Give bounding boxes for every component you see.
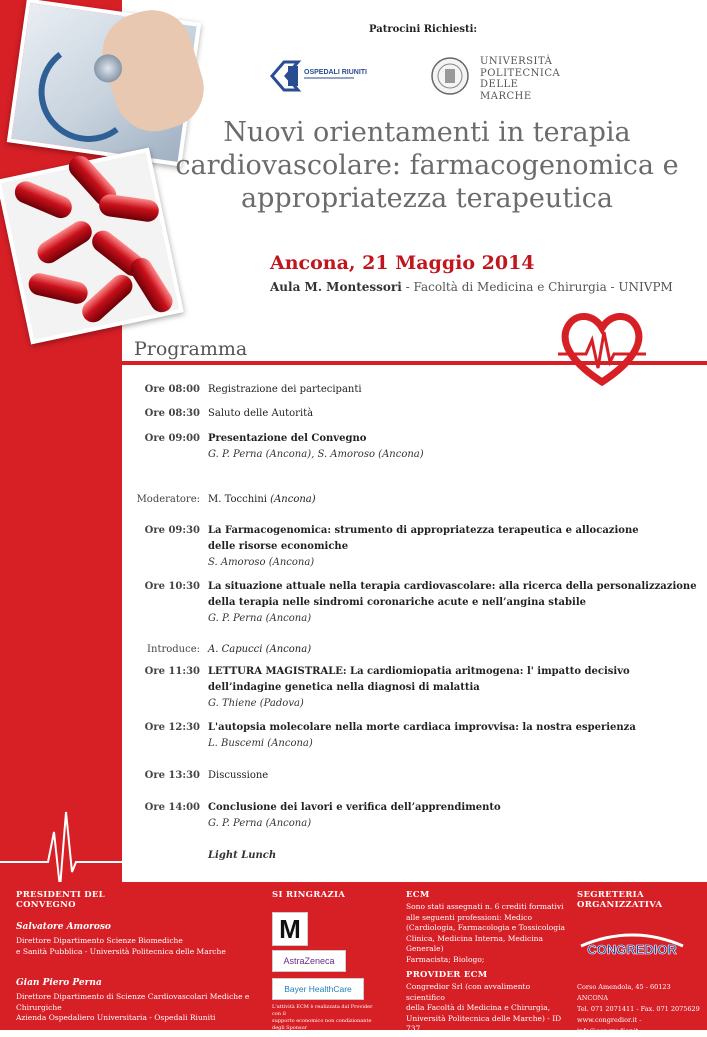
program-text: Registrazione dei partecipanti (208, 384, 362, 395)
patronage-label: Patrocini Richiesti: (369, 24, 478, 35)
sponsor-note-line-1: L'attività ECM è realizzata dal Provider con il (272, 1004, 373, 1017)
program-speaker: G. Thiene (Padova) (208, 698, 304, 709)
program-time: Ore 12:30 (144, 722, 200, 733)
program-time: Ore 08:00 (144, 384, 200, 395)
president-1-name: Salvatore Amoroso (16, 922, 111, 932)
venue-rest: - Facoltà di Medicina e Chirurgia - UNIVPM (401, 280, 673, 294)
ecg-trace-icon (0, 792, 122, 892)
secretariat-address: Corso Amendola, 45 - 60123 ANCONA (577, 983, 671, 1002)
program-divider (122, 361, 707, 365)
program-text: La Farmacogenomica: strumento di appropriatezza terapeutica e allocazione (208, 525, 639, 536)
light-lunch: Light Lunch (208, 850, 277, 861)
provider-line-2: della Facoltà di Medicina e Chirurgia, (406, 1003, 551, 1012)
program-speaker: G. P. Perna (Ancona), S. Amoroso (Ancona) (208, 449, 424, 460)
secretariat-heading (577, 890, 662, 910)
ecm-line-1: Sono stati assegnati n. 6 crediti formativi (406, 902, 564, 911)
event-date: Ancona, 21 Maggio 2014 (270, 252, 535, 274)
uni-line-3: DELLE MARCHE (480, 79, 532, 102)
program-time: Ore 09:30 (144, 525, 200, 536)
program-time: Ore 11:30 (144, 666, 200, 677)
program-role: Introduce: (147, 644, 200, 655)
moderator-city: (Ancona) (270, 494, 316, 505)
president-1-role-line-1: Direttore Dipartimento Scienze Biomediche (16, 936, 183, 945)
program-time: Ore 10:30 (144, 581, 200, 592)
sponsor-m-logo: M (272, 912, 308, 946)
program-speaker: L. Buscemi (Ancona) (208, 738, 313, 749)
president-2-role-line-1: Direttore Dipartimento di Scienze Cardiovascolari Mediche e Chirurgiche (16, 992, 250, 1012)
program-role: Moderatore: (136, 494, 200, 505)
program-time: Ore 13:30 (144, 770, 200, 781)
program-time: Ore 08:30 (144, 408, 200, 419)
venue-room: Aula M. Montessori (270, 280, 402, 294)
president-1-role-line-2: e Sanità Pubblica - Università Politecnica delle Marche (16, 946, 226, 956)
title-line-3: appropriatezza terapeutica (241, 183, 613, 214)
uni-line-2: POLITECNICA (480, 67, 561, 79)
secretariat-web[interactable]: www.congredior.it - info@congredior.it (577, 1016, 642, 1035)
presidents-heading (16, 890, 105, 910)
president-1-role (16, 936, 266, 957)
program-text: Conclusione dei lavori e verifica dell’apprendimento (208, 802, 501, 813)
program-text: Saluto delle Autorità (208, 408, 314, 419)
ecm-heading: ECM (406, 890, 430, 900)
univpm-seal-icon (430, 54, 474, 98)
provider-line-1: Congredior Srl (con avvalimento scientifico (406, 982, 531, 1002)
president-2-role (16, 992, 276, 1024)
uni-line-1: UNIVERSITÀ (480, 56, 553, 67)
provider-line-3: Università Politecnica delle Marche) - ID 737 (406, 1013, 562, 1033)
program-text: Discussione (208, 770, 269, 781)
presidents-heading-line-1: PRESIDENTI DEL (16, 890, 105, 900)
program-text-2: dell’indagine genetica nella diagnosi di malattia (208, 682, 480, 693)
program-text-2: delle risorse economiche (208, 541, 349, 552)
president-2-name: Gian Piero Perna (16, 978, 102, 988)
program-text: Presentazione del Convegno (208, 433, 367, 444)
program-text: A. Capucci (Ancona) (208, 644, 312, 655)
thanks-heading: SI RINGRAZIA (272, 890, 346, 900)
event-venue (270, 280, 673, 294)
ospedali-logo-text: OSPEDALI RIUNITI (304, 69, 368, 76)
sponsor-note-line-2: supporto economico non condizionante degli Sponsor (272, 1018, 372, 1031)
title-line-2: cardiovascolare: farmacogenomica e (175, 150, 679, 181)
ecm-text (406, 902, 566, 965)
secretariat-heading-line-2: ORGANIZZATIVA (577, 900, 663, 910)
program-text: LETTURA MAGISTRALE: La cardiomiopatia aritmogena: l' impatto decisivo (208, 666, 630, 677)
ecm-line-4: Clinica, Medicina Interna, Medicina Generale) (406, 933, 543, 953)
program-time: Ore 09:00 (144, 433, 200, 444)
univpm-logo (430, 54, 561, 102)
program-heading: Programma (134, 338, 248, 360)
congredior-logo-icon (577, 928, 687, 964)
ospedali-riuniti-logo (270, 58, 368, 94)
program-speaker: S. Amoroso (Ancona) (208, 557, 315, 568)
ecm-line-5: Farmacista; Biologo; (406, 954, 485, 964)
presidents-heading-line-2: CONVEGNO (16, 900, 76, 910)
moderator-name: M. Tocchini (208, 494, 271, 505)
secretariat-heading-line-1: SEGRETERIA (577, 890, 644, 900)
congredior-logo (577, 928, 687, 964)
program-text: L'autopsia molecolare nella morte cardiaca improvvisa: la nostra esperienza (208, 722, 636, 733)
president-2-role-line-2: Azienda Ospedaliero Universitaria - Ospedali Riuniti (16, 1013, 216, 1022)
program-speaker: G. P. Perna (Ancona) (208, 818, 312, 829)
title-line-1: Nuovi orientamenti in terapia (223, 117, 631, 148)
footer (0, 882, 707, 1035)
sponsor-bayer-logo: Bayer HealthCare (272, 978, 364, 1000)
ecm-line-3: (Cardiologia, Farmacologia e Tossicologia (406, 923, 565, 932)
sponsor-astrazeneca-logo: AstraZeneca (272, 950, 346, 972)
pills-photo (0, 148, 184, 345)
secretariat-phone: Tel. 071 2071411 - Fax. 071 2075629 (577, 1005, 700, 1013)
ecm-line-2: alle seguenti professioni: Medico (406, 912, 532, 922)
heart-ecg-icon (558, 310, 646, 388)
program-time: Ore 14:00 (144, 802, 200, 813)
provider-heading: PROVIDER ECM (406, 970, 488, 980)
program-speaker: G. P. Perna (Ancona) (208, 613, 312, 624)
secretariat-contacts (577, 982, 703, 1037)
program-text: La situazione attuale nella terapia cardiovascolare: alla ricerca della personalizzazione (208, 581, 697, 592)
congredior-logo-text: CONGREDIOR (587, 942, 677, 957)
sponsor-note (272, 1004, 382, 1032)
event-title (162, 116, 692, 215)
program-text-2: della terapia nelle sindromi coronariche acute e nell’angina stabile (208, 597, 586, 608)
provider-text (406, 982, 566, 1035)
